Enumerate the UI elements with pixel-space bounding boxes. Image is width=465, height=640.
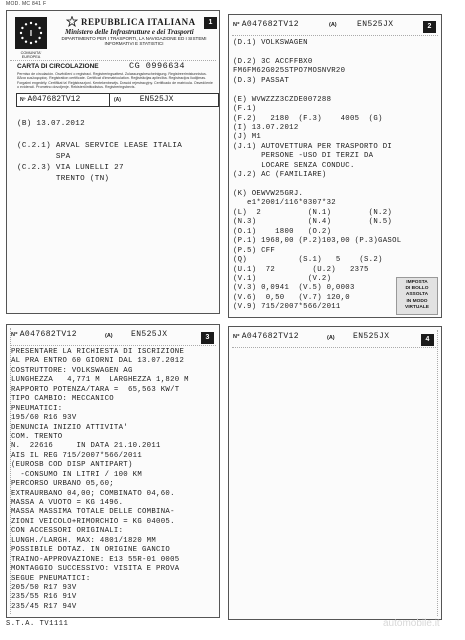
document-title: CARTA DI CIRCOLAZIONE (17, 63, 99, 70)
note-line: (EUROSB COD DISP ANTIPART) (11, 461, 133, 470)
field-line: e1*2001/116*0307*32 (233, 199, 336, 208)
note-line: LUNGH./LARGH. MAX: 4801/1820 MM (11, 536, 157, 545)
note-line: CON ACCESSORI ORIGINALI: (11, 527, 124, 536)
field-line: (V.6) 0,50 (V.7) 120,0 (233, 293, 350, 302)
note-line: MASSA MASSIMA TOTALE DELLE COMBINA- (11, 508, 175, 517)
field-line: (I) 13.07.2012 (233, 123, 299, 132)
text-line: (B) 13.07.2012 (17, 120, 85, 128)
plate-code-label: (A) (114, 97, 121, 103)
note-line: TRAINO-APPROVAZIONE: E13 55R-01 0005 (11, 555, 180, 564)
divider (232, 347, 438, 348)
field-line: LOCARE SENZA CONDUC. (233, 161, 355, 170)
field-line (233, 181, 401, 190)
text-line: TRENTO (TN) (17, 175, 110, 183)
note-line: EXTRAURBANO 04,00; COMBINATO 04,60. (11, 489, 175, 498)
note-line: DENUNCIA INIZIO ATTIVITA' (11, 423, 128, 432)
department-name: DIPARTIMENTO PER I TRASPORTI, LA NAVIGAZIONE ED I SISTEMI INFORMATIVI E STATISTICI (61, 36, 207, 47)
plate-number: EN525JX (353, 332, 390, 341)
field-line: (J.1) AUTOVETTURA PER TRASPORTO DI (233, 142, 393, 151)
note-line: PNEUMATICI: (11, 404, 63, 413)
field-line: (D.3) PASSAT (233, 76, 290, 85)
text-line: (C.2.3) VIA LUNELLI 27 (17, 164, 124, 172)
panel-2-vehicle-data (228, 14, 442, 318)
note-line: COSTRUTTORE: VOLKSWAGEN AG (11, 366, 133, 375)
svg-text:I: I (29, 29, 33, 38)
watermark: automobile.it (383, 618, 440, 629)
note-line: ZIONI VEICOLO+RIMORCHIO = KG 04005. (11, 517, 175, 526)
field-line: (J) M1 (233, 133, 262, 142)
number-prefix: Nº (20, 97, 26, 103)
document-number-box (16, 93, 111, 107)
divider (10, 345, 216, 346)
text-line: (C.2.1) ARVAL SERVICE LEASE ITALIA (17, 142, 183, 150)
plate-number: EN525JX (131, 330, 168, 339)
note-line: LUNGHEZZA 4,771 M LARGHEZZA 1,820 M (11, 376, 189, 385)
stamp-line: DI BOLLO (405, 286, 429, 292)
notes-lines (11, 348, 189, 612)
divider (10, 60, 216, 61)
stamp-line: IMPOSTA (406, 280, 428, 285)
field-line: FM6FM62G025STPO7MOSNVR20 (233, 67, 346, 76)
note-line: AIS IL REG 715/2007*566/2011 (11, 451, 143, 460)
stamp-line: IN MODO (406, 298, 428, 304)
note-line: 205/50 R17 93V (11, 583, 77, 592)
document-number: A047682TV12 (19, 330, 77, 339)
document-number: A047682TV12 (241, 20, 299, 29)
note-line: MASSA A VUOTO = KG 1496. (11, 499, 124, 507)
note-line: SEGUE PNEUMATICI: (11, 574, 91, 583)
field-line (233, 86, 401, 95)
panel-1-registration-header (6, 10, 220, 314)
note-line: PRESENTARE LA RICHIESTA DI ISCRIZIONE (11, 348, 185, 356)
panel-number: 3 (201, 332, 214, 344)
field-line: (P.5) CFF (233, 246, 276, 255)
ministry-name: Ministero delle Infrastrutture e dei Trasporti (65, 28, 194, 36)
text-line (17, 130, 182, 141)
printer-code: S.T.A. TV1111 (6, 620, 69, 628)
plate-code-label: (A) (105, 333, 113, 339)
document-number-header: Nº A047682TV12 (233, 332, 299, 341)
note-line: N. 22616 IN DATA 21.10.2011 (11, 442, 161, 451)
field-line: (N.3) (N.4) (N.5) (233, 218, 393, 227)
form-code: MOD. MC 841 F (6, 1, 47, 7)
plate-number: EN525JX (139, 95, 174, 104)
document-number: A047682TV12 (27, 95, 81, 104)
field-line: (Q) (S.1) 5 (S.2) (233, 256, 383, 265)
field-line: (P.1) 1968,00 (P.2)103,00 (P.3)GASOL (233, 237, 402, 246)
field-line: (V.3) 0,0941 (V.5) 0,0003 (233, 284, 355, 293)
document-number: A047682TV12 (241, 332, 299, 341)
field-line: (J.2) AC (FAMILIARE) (233, 171, 327, 180)
field-line (233, 48, 401, 57)
plate-code-label: (A) (329, 22, 337, 28)
vehicle-fields (233, 39, 401, 313)
stamp-line: VIRTUALE (405, 304, 429, 310)
margin-line (437, 330, 438, 616)
note-line: PERCORSO URBANO 05,60; (11, 480, 114, 489)
field-line: (K) OEWVW25GRJ. (233, 190, 304, 198)
note-line: TIPO CAMBIO: MECCANICO (11, 395, 114, 404)
note-line: MONTAGGIO SUCCESSIVO: VISITA E PROVA (11, 565, 180, 574)
field-line: PERSONE -USO DI TERZI DA (233, 152, 374, 161)
document-number-header: Nº A047682TV12 (233, 20, 299, 29)
field-line: (E) WVWZZZ3CZDE007288 (233, 95, 332, 104)
note-line: COM. TRENTO (11, 432, 63, 441)
note-line: 235/55 R16 91V (11, 593, 77, 602)
field-line: (D.2) 3C ACCFFBX0 (233, 57, 313, 66)
stamp-line: ASSOLTA (405, 292, 429, 298)
eu-flag-icon (15, 17, 47, 49)
owner-details (17, 119, 182, 185)
field-line: (F.2) 2180 (F.3) 4005 (G) (233, 114, 383, 123)
panel-number: 4 (421, 334, 434, 346)
italian-emblem-icon (66, 16, 78, 27)
text-line: SPA (17, 153, 71, 161)
panel-number: 1 (204, 17, 217, 29)
field-line: (U.1) 72 (U.2) 2375 (233, 265, 369, 274)
field-line: (V.1) (V.2) (233, 274, 332, 283)
note-line: -CONSUMO IN LITRI / 100 KM (11, 470, 143, 479)
note-line: POSSIBILE DOTAZ. IN ORIGINE GANCIO (11, 546, 171, 555)
panel-4-blank (228, 326, 442, 620)
document-code: CG 0996634 (129, 61, 186, 71)
legal-translations: Permiso de circulación. Osvědčení o registraci. Registreringsattest. Zulassungsbescheinigung. Registreerimistunnistus. Άδεια κυκλοφορίας. Registration certificate. Certificat d'immatriculation. Reģistrācijas apliecība. Registracijos liudijimas. Forgalmi engedély. Certifikat ta' Reġistrazzjoni. Kentekenbewijs. Dowód rejestracyjny. Certificado de matrícula. Osvedčenie o evidencii. Prometno dovoljenje. Rekisteröintitodistus. Registreringsbevis. (17, 72, 213, 90)
field-line: (O.1) 1800 (O.2) (233, 227, 332, 236)
virtual-stamp-duty-badge (396, 277, 438, 315)
field-line: (L) 2 (N.1) (N.2) (233, 208, 393, 217)
note-line: 195/60 R16 93V (11, 414, 77, 423)
eu-label: COMUNITA' EUROPEA (20, 51, 42, 60)
field-line: (F.1) (233, 105, 257, 114)
plate-code-label: (A) (327, 335, 335, 341)
plate-number: EN525JX (357, 20, 394, 29)
field-line: (V.9) 715/2007*566/2011 (233, 303, 341, 312)
field-line: (D.1) VOLKSWAGEN (233, 39, 308, 47)
panel-3-notes (6, 324, 220, 618)
republic-title: REPUBBLICA ITALIANA (81, 17, 196, 27)
note-line: AL PRA ENTRO 60 GIORNI DAL 13.07.2012 (11, 357, 185, 366)
plate-box (109, 93, 219, 107)
note-line: RAPPORTO POTENZA/TARA = 65,563 KW/T (11, 385, 180, 394)
panel-number: 2 (423, 21, 436, 33)
note-line: 235/45 R17 94V (11, 602, 77, 611)
divider (232, 35, 438, 36)
document-number-header: Nº A047682TV12 (11, 330, 77, 339)
